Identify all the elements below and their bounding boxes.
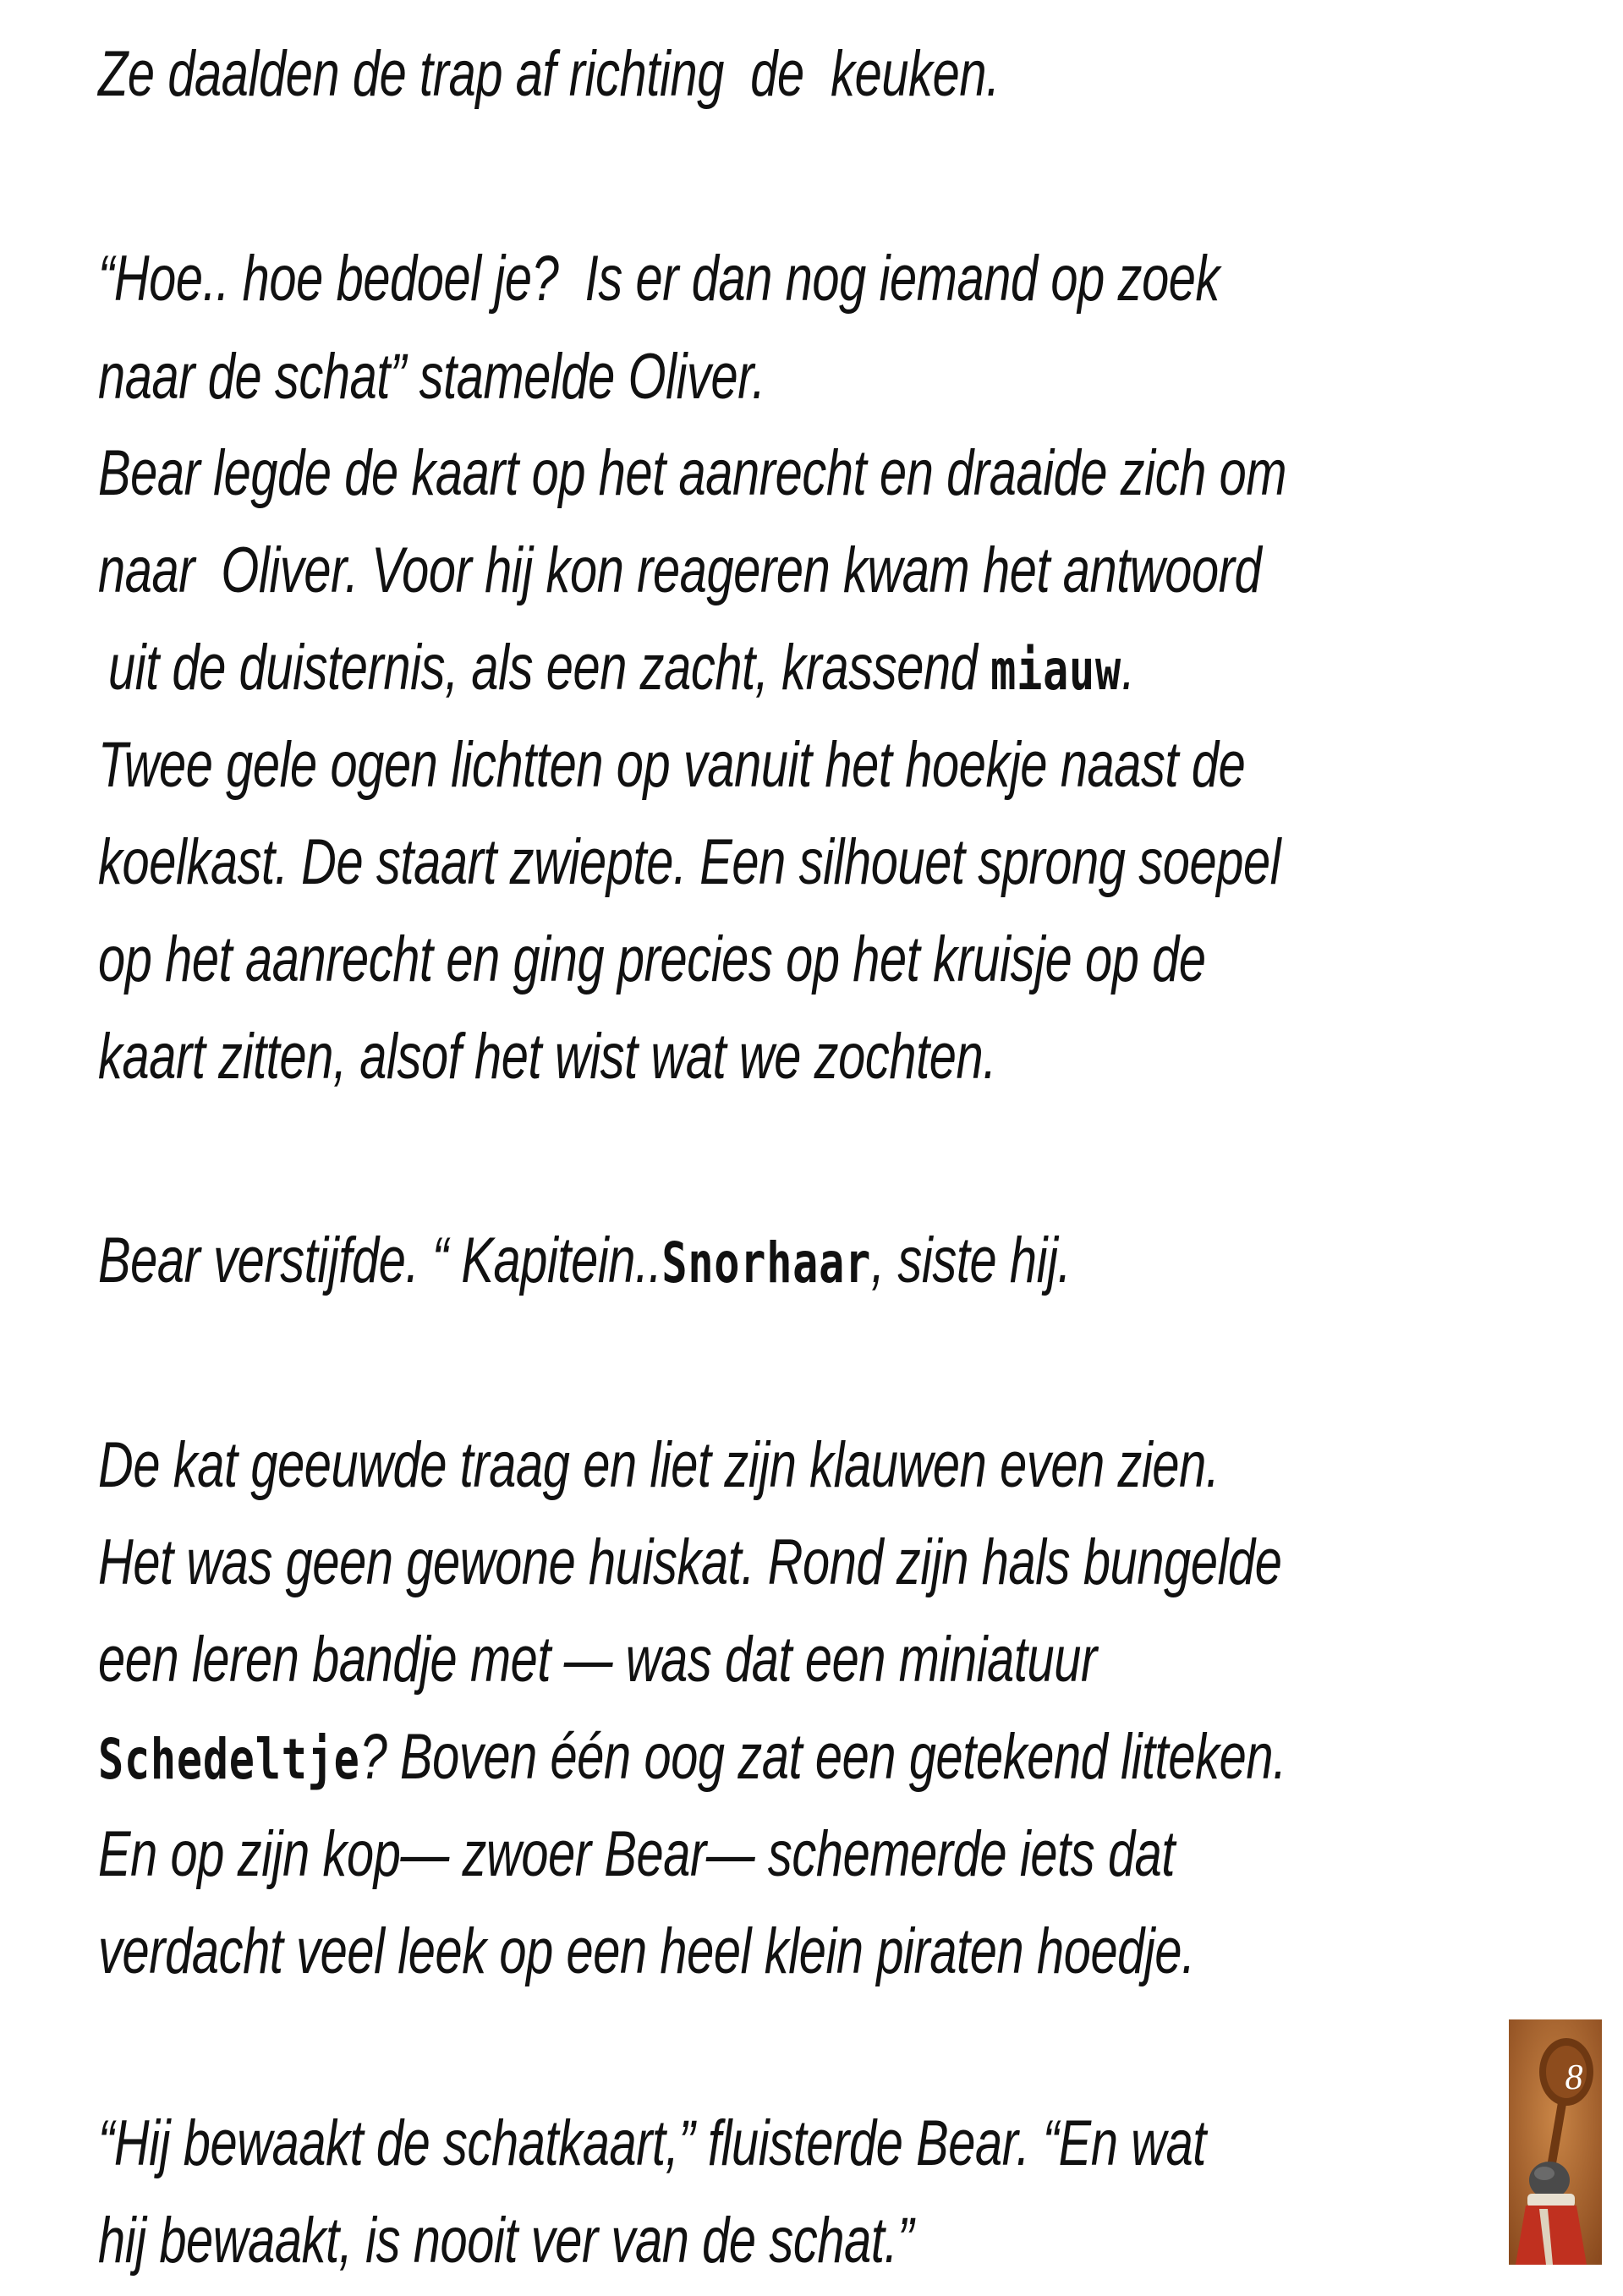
story-line: Bear legde de kaart op het aanrecht en draaide zich om (98, 437, 1287, 509)
line-text: ? Boven één oog zat een getekend litteken. (359, 1721, 1286, 1793)
story-line: een leren bandje met — was dat een miniatuur (98, 1624, 1097, 1696)
page-number: 8 (1565, 2058, 1583, 2097)
line-text: Bear verstijfde. “ Kapitein.. (98, 1225, 662, 1296)
decorative-word: Schedeltje (98, 1727, 360, 1792)
story-line: Twee gele ogen lichtten op vanuit het hoekje naast de (98, 729, 1246, 801)
line-text: . (1121, 632, 1135, 704)
story-line: verdacht veel leek op een heel klein piraten hoedje. (98, 1915, 1195, 1987)
story-line (98, 1220, 1071, 1304)
line-text: , siste hij. (871, 1225, 1072, 1296)
story-line: En op zijn kop— zwoer Bear— schemerde iets dat (98, 1818, 1176, 1890)
story-line: Het was geen gewone huiskat. Rond zijn hals bungelde (98, 1526, 1282, 1598)
story-line: hij bewaakt, is nooit ver van de schat.” (98, 2205, 914, 2277)
story-line: naar de schat” stamelde Oliver. (98, 341, 765, 413)
story-line: Ze daalden de trap af richting de keuken. (98, 38, 1000, 110)
story-line (98, 1717, 1286, 1800)
story-line: naar Oliver. Voor hij kon reageren kwam het antwoord (98, 534, 1262, 606)
story-line: kaart zitten, alsof het wist wat we zochten. (98, 1021, 996, 1093)
story-line: koelkast. De staart zwiepte. Een silhouet sprong soepel (98, 826, 1281, 898)
story-line: “Hoe.. hoe bedoel je? Is er dan nog iemand op zoek (98, 243, 1220, 315)
story-line (108, 627, 1135, 711)
line-text: uit de duisternis, als een zacht, krassend (108, 632, 991, 704)
decorative-word: miauw (990, 638, 1121, 703)
story-line: De kat geeuwde traag en liet zijn klauwen even zien. (98, 1429, 1220, 1501)
story-line: op het aanrecht en ging precies op het kruisje op de (98, 923, 1206, 995)
decorative-word: Snorhaar (661, 1230, 872, 1296)
story-line: “Hij bewaakt de schatkaart,” fluisterde Bear. “En wat (98, 2107, 1206, 2179)
